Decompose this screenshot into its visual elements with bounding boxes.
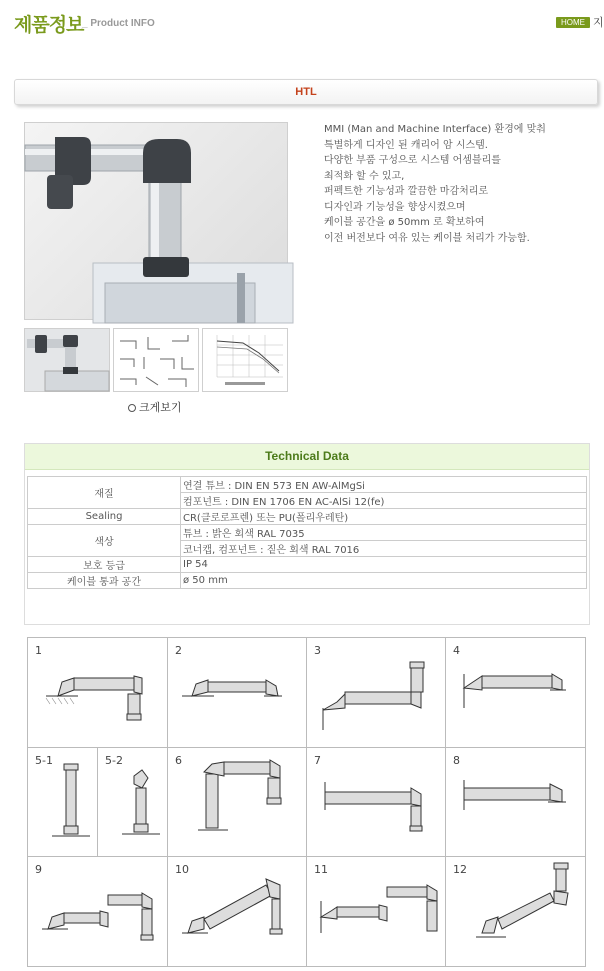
product-name: HTL bbox=[295, 86, 317, 98]
spec-value: CR(클로로프렌) 또는 PU(폴리우레탄) bbox=[181, 509, 587, 525]
config-diagram bbox=[168, 748, 307, 857]
config-cell bbox=[28, 638, 168, 748]
config-cell bbox=[28, 857, 168, 966]
table-row bbox=[28, 477, 587, 493]
thumbnail-configurations[interactable] bbox=[113, 328, 199, 392]
page-subtitle: _ Product INFO bbox=[82, 18, 155, 29]
table-row bbox=[28, 557, 587, 573]
config-number: 10 bbox=[175, 863, 189, 876]
config-diagram bbox=[28, 748, 98, 857]
description-line: MMI (Man and Machine Interface) 환경에 맞춰 bbox=[324, 124, 546, 135]
config-number: 9 bbox=[35, 863, 42, 876]
breadcrumb-text: 지 bbox=[593, 16, 604, 29]
home-button[interactable]: HOME bbox=[556, 17, 590, 28]
config-cell bbox=[168, 638, 307, 748]
table-row bbox=[28, 573, 587, 589]
config-cell bbox=[168, 857, 307, 966]
config-cell bbox=[28, 748, 98, 857]
spec-value: ø 50 mm bbox=[181, 573, 587, 589]
config-cell bbox=[446, 748, 585, 857]
config-diagram bbox=[446, 748, 585, 857]
spec-label-color: 색상 bbox=[28, 525, 181, 557]
configuration-grid bbox=[27, 637, 586, 967]
description-line: 최적화 할 수 있고, bbox=[324, 170, 405, 182]
config-cell bbox=[98, 748, 168, 857]
spec-value: 컴포넌트 : DIN EN 1706 EN AC-AlSi 12(fe) bbox=[181, 493, 587, 509]
config-diagram bbox=[168, 857, 307, 966]
spec-value: 코너캡, 컴포넌트 : 짙은 회색 RAL 7016 bbox=[181, 541, 587, 557]
product-name-bar bbox=[14, 79, 598, 105]
config-diagram bbox=[307, 638, 446, 748]
config-cell bbox=[307, 748, 446, 857]
description-line: 퍼펙트한 기능성과 깔끔한 마감처리로 bbox=[324, 186, 489, 197]
config-diagram bbox=[168, 638, 307, 748]
page-title: 제품정보 bbox=[14, 14, 84, 36]
config-number: 8 bbox=[453, 754, 460, 767]
thumbnail-product-photo[interactable] bbox=[24, 328, 110, 392]
description-line: 특별하게 디자인 된 캐리어 암 시스템. bbox=[324, 139, 488, 151]
config-number: 1 bbox=[35, 644, 42, 657]
spec-label-material: 재질 bbox=[28, 477, 181, 509]
config-cell bbox=[307, 857, 446, 966]
zoom-link[interactable]: 크게보기 bbox=[128, 399, 182, 415]
config-diagram bbox=[98, 748, 168, 857]
spec-label-protection: 보호 등급 bbox=[28, 557, 181, 573]
spec-label-sealing: Sealing bbox=[28, 509, 181, 525]
config-number: 3 bbox=[314, 644, 321, 657]
config-diagram bbox=[28, 857, 168, 966]
description-line: 다양한 부품 구성으로 시스템 어셈블리를 bbox=[324, 155, 501, 166]
product-description bbox=[324, 122, 594, 246]
main-product-image bbox=[24, 122, 288, 320]
thumbnail-load-chart[interactable] bbox=[202, 328, 288, 392]
config-number: 4 bbox=[453, 644, 460, 657]
config-cell bbox=[446, 638, 585, 748]
table-row bbox=[28, 525, 587, 541]
spec-value: IP 54 bbox=[181, 557, 587, 573]
config-number: 7 bbox=[314, 754, 321, 767]
description-line: 이전 버전보다 여유 있는 케이블 처리가 가능함. bbox=[324, 232, 530, 244]
config-number: 12 bbox=[453, 863, 467, 876]
config-number: 6 bbox=[175, 754, 182, 767]
spec-value: 연결 튜브 : DIN EN 573 EN AW-AlMgSi bbox=[181, 477, 587, 493]
config-cell bbox=[307, 638, 446, 748]
table-row bbox=[28, 509, 587, 525]
config-number: 5-2 bbox=[105, 754, 123, 767]
config-diagram bbox=[446, 638, 585, 748]
magnifier-icon bbox=[128, 404, 136, 412]
config-diagram bbox=[28, 638, 168, 748]
config-number: 2 bbox=[175, 644, 182, 657]
technical-data-title: Technical Data bbox=[25, 444, 589, 470]
description-line: 케이블 공간을 ø 50mm 로 확보하여 bbox=[324, 217, 485, 228]
config-cell bbox=[168, 748, 307, 857]
technical-data-table bbox=[27, 476, 587, 589]
config-number: 5-1 bbox=[35, 754, 53, 767]
spec-value: 튜브 : 밝은 회색 RAL 7035 bbox=[181, 525, 587, 541]
config-diagram bbox=[446, 857, 585, 966]
description-line: 디자인과 기능성을 향상시켰으며 bbox=[324, 201, 466, 213]
config-cell bbox=[446, 857, 585, 966]
spec-label-cable: 케이블 통과 공간 bbox=[28, 573, 181, 589]
config-number: 11 bbox=[314, 863, 328, 876]
config-diagram bbox=[307, 857, 446, 966]
config-diagram bbox=[307, 748, 446, 857]
